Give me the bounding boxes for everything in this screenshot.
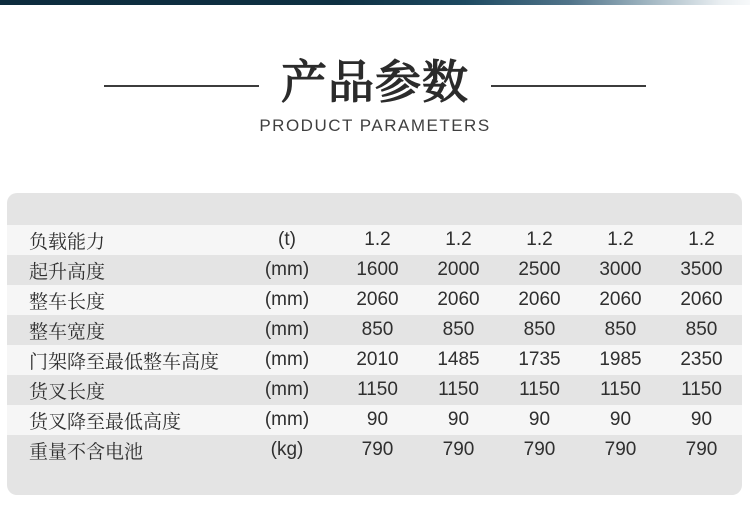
value-cell: 1150 (600, 379, 641, 400)
value-cell: 1150 (357, 379, 398, 400)
value-cell: 2060 (680, 289, 723, 310)
value-cell: 2060 (599, 289, 642, 310)
value-cell: 1.2 (526, 229, 553, 250)
table-row (7, 315, 742, 345)
row-unit: (mm) (264, 409, 310, 430)
table-row (7, 285, 742, 315)
value-cell: 2060 (356, 289, 399, 310)
value-cell: 1.2 (445, 229, 472, 250)
title-side-line-left (104, 85, 259, 87)
value-cell: 3000 (599, 259, 642, 280)
row-label: 货叉长度 (29, 381, 106, 403)
row-unit: (mm) (264, 319, 310, 340)
value-cell: 2000 (437, 259, 480, 280)
value-cell: 2010 (356, 349, 399, 370)
row-unit: (t) (278, 229, 296, 250)
row-label: 货叉降至最低高度 (29, 411, 182, 433)
table-row (7, 345, 742, 375)
top-accent-bar (0, 0, 750, 5)
page-subtitle: PRODUCT PARAMETERS (259, 116, 491, 135)
value-cell: 790 (523, 439, 556, 460)
value-cell: 90 (609, 409, 632, 430)
value-cell: 1.2 (688, 229, 715, 250)
value-cell: 3500 (680, 259, 723, 280)
table-row (7, 255, 742, 285)
value-cell: 90 (528, 409, 551, 430)
row-unit: (mm) (264, 259, 310, 280)
page-title: 产品参数 (281, 55, 469, 109)
table-row (7, 435, 742, 465)
row-unit: (kg) (270, 439, 304, 460)
title-side-line-right (491, 85, 646, 87)
value-cell: 1985 (599, 349, 642, 370)
value-cell: 1150 (438, 379, 479, 400)
row-unit: (mm) (264, 379, 310, 400)
table-row (7, 225, 742, 255)
value-cell: 1.2 (607, 229, 634, 250)
value-cell: 90 (690, 409, 713, 430)
value-cell: 1.2 (364, 229, 391, 250)
row-label: 整车宽度 (29, 321, 106, 343)
row-label: 门架降至最低整车高度 (29, 351, 220, 373)
value-cell: 2060 (518, 289, 561, 310)
value-cell: 790 (361, 439, 394, 460)
title-row (0, 55, 750, 109)
value-cell: 1735 (518, 349, 561, 370)
row-unit: (mm) (264, 349, 310, 370)
value-cell: 790 (604, 439, 637, 460)
value-cell: 850 (361, 319, 394, 340)
value-cell: 850 (523, 319, 556, 340)
section-header (0, 55, 750, 136)
value-cell: 790 (685, 439, 718, 460)
value-cell: 2060 (437, 289, 480, 310)
table-row (7, 375, 742, 405)
value-cell: 1485 (437, 349, 480, 370)
value-cell: 1150 (519, 379, 560, 400)
value-cell: 790 (442, 439, 475, 460)
value-cell: 2500 (518, 259, 561, 280)
row-label: 整车长度 (29, 291, 106, 313)
value-cell: 850 (604, 319, 637, 340)
value-cell: 850 (442, 319, 475, 340)
value-cell: 1600 (356, 259, 399, 280)
parameters-table (7, 193, 742, 495)
row-label: 起升高度 (29, 261, 106, 283)
value-cell: 2350 (680, 349, 723, 370)
row-label: 负载能力 (29, 231, 106, 253)
value-cell: 850 (685, 319, 718, 340)
row-label: 重量不含电池 (29, 441, 144, 463)
table-row (7, 405, 742, 435)
value-cell: 90 (366, 409, 389, 430)
value-cell: 1150 (681, 379, 722, 400)
value-cell: 90 (447, 409, 470, 430)
row-unit: (mm) (264, 289, 310, 310)
